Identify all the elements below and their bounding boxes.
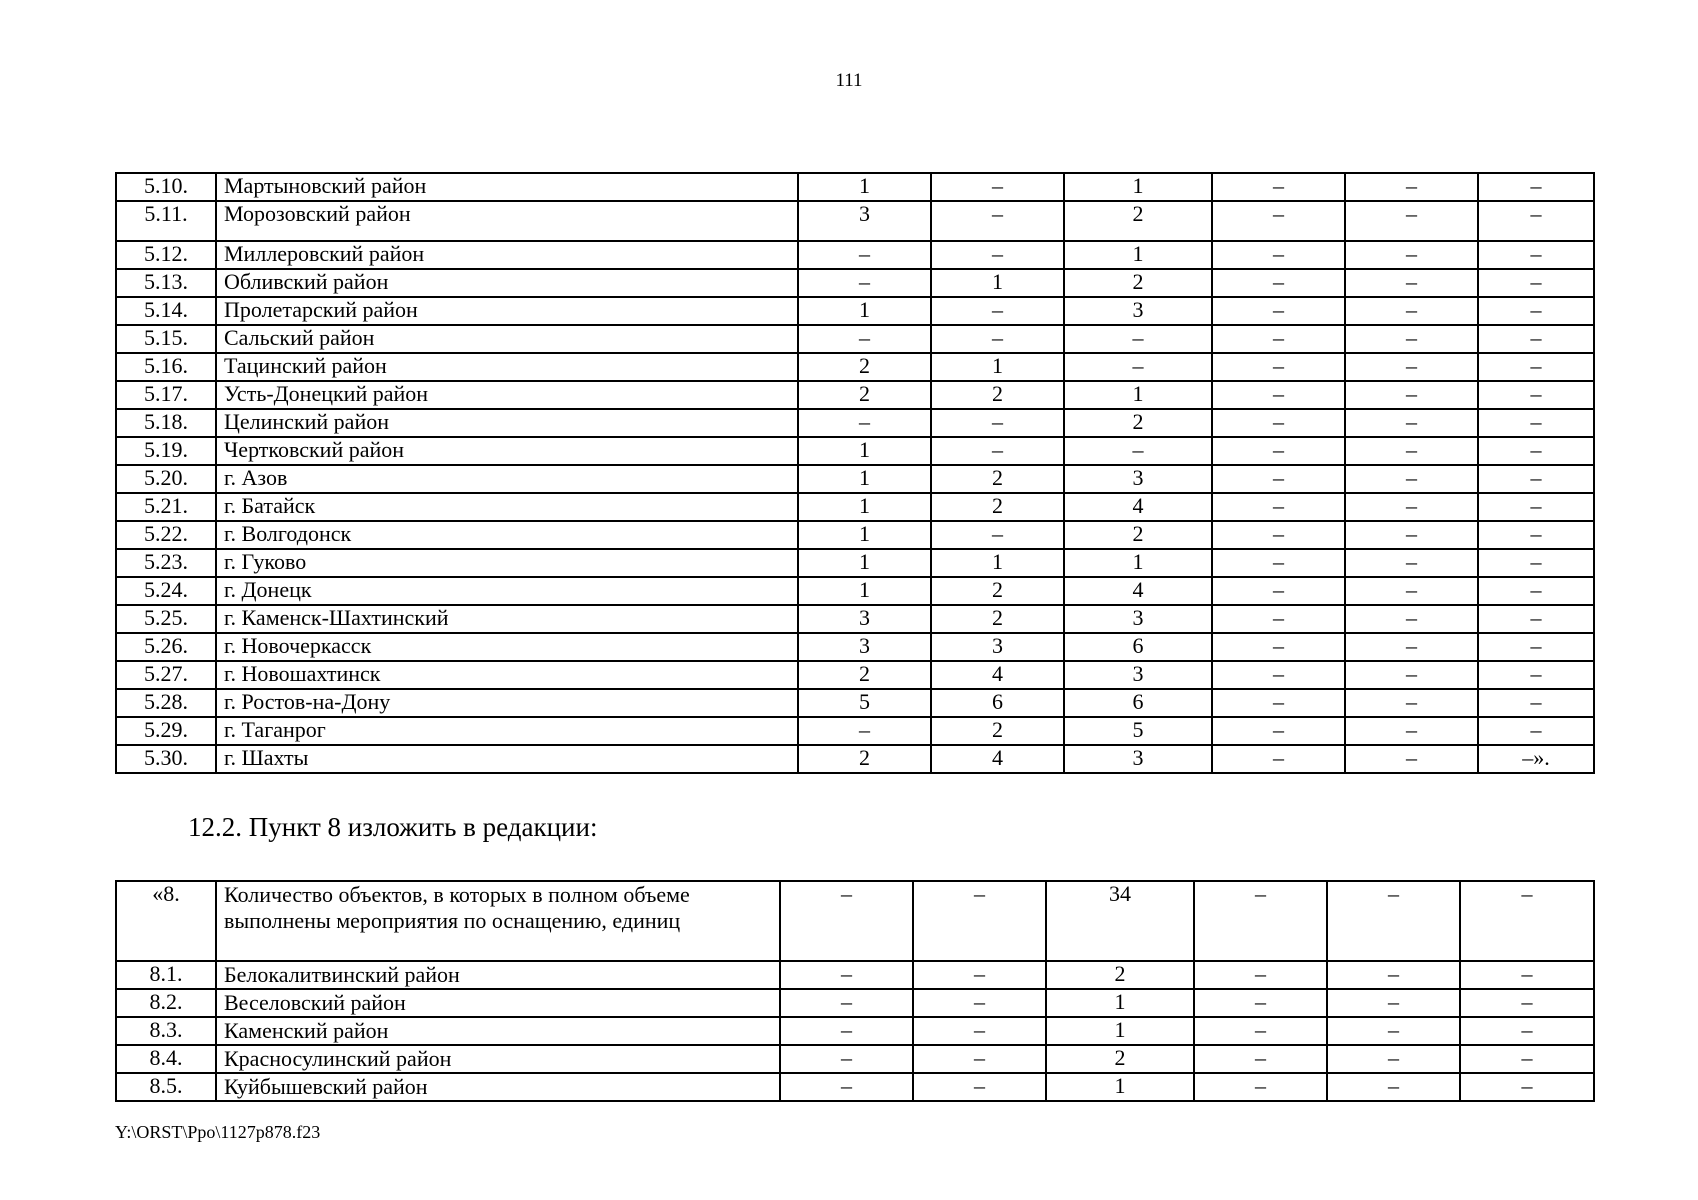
value-cell: – <box>1460 961 1594 989</box>
value-cell: – <box>913 1073 1046 1101</box>
row-number: 5.20. <box>116 465 216 493</box>
value-cell: 3 <box>798 201 931 241</box>
table-row <box>116 325 1594 353</box>
row-number: 5.17. <box>116 381 216 409</box>
value-cell: – <box>1345 437 1478 465</box>
value-cell: – <box>798 325 931 353</box>
row-name: г. Донецк <box>216 577 798 605</box>
value-cell: – <box>1194 989 1327 1017</box>
value-cell: 2 <box>931 717 1064 745</box>
row-name: Целинский район <box>216 409 798 437</box>
row-name: Количество объектов, в которых в полном объеме выполнены мероприятия по оснащению, единиц <box>216 881 780 961</box>
row-number: 5.16. <box>116 353 216 381</box>
value-cell: – <box>1212 297 1345 325</box>
value-cell: – <box>1478 353 1594 381</box>
value-cell: – <box>780 1073 913 1101</box>
value-cell: – <box>1194 1017 1327 1045</box>
row-number: 8.1. <box>116 961 216 989</box>
value-cell: 3 <box>798 605 931 633</box>
row-name: Куйбышевский район <box>216 1073 780 1101</box>
value-cell: – <box>1478 633 1594 661</box>
value-cell: 3 <box>1064 465 1212 493</box>
row-name: г. Новошахтинск <box>216 661 798 689</box>
table-row <box>116 549 1594 577</box>
value-cell: 3 <box>1064 661 1212 689</box>
table-row <box>116 241 1594 269</box>
row-name: г. Ростов-на-Дону <box>216 689 798 717</box>
value-cell: 4 <box>931 745 1064 773</box>
value-cell: – <box>1478 717 1594 745</box>
value-cell: – <box>1212 745 1345 773</box>
value-cell: – <box>1345 325 1478 353</box>
value-cell: 1 <box>1046 1017 1194 1045</box>
value-cell: – <box>1327 1045 1460 1073</box>
table-row <box>116 1017 1594 1045</box>
value-cell: – <box>1327 989 1460 1017</box>
value-cell: – <box>1212 549 1345 577</box>
value-cell: – <box>1194 1073 1327 1101</box>
value-cell: 2 <box>931 605 1064 633</box>
row-name: г. Каменск-Шахтинский <box>216 605 798 633</box>
value-cell: 1 <box>1064 549 1212 577</box>
value-cell: 2 <box>931 465 1064 493</box>
table-row <box>116 745 1594 773</box>
row-name: г. Азов <box>216 465 798 493</box>
value-cell: – <box>1460 1017 1594 1045</box>
table-row <box>116 297 1594 325</box>
value-cell: 1 <box>798 437 931 465</box>
row-name: Миллеровский район <box>216 241 798 269</box>
row-number: 5.21. <box>116 493 216 521</box>
row-name: г. Таганрог <box>216 717 798 745</box>
row-name: Сальский район <box>216 325 798 353</box>
table-row <box>116 269 1594 297</box>
value-cell: – <box>1212 353 1345 381</box>
row-number: 5.28. <box>116 689 216 717</box>
row-number: 8.2. <box>116 989 216 1017</box>
value-cell: – <box>1345 201 1478 241</box>
value-cell: – <box>798 717 931 745</box>
table-row <box>116 465 1594 493</box>
value-cell: – <box>1478 409 1594 437</box>
value-cell: – <box>780 881 913 961</box>
row-number: 5.26. <box>116 633 216 661</box>
value-cell: – <box>1345 173 1478 201</box>
value-cell: – <box>1345 409 1478 437</box>
value-cell: – <box>1194 961 1327 989</box>
value-cell: 1 <box>931 549 1064 577</box>
districts-table <box>115 172 1595 774</box>
row-number: 5.19. <box>116 437 216 465</box>
value-cell: – <box>1478 605 1594 633</box>
table-row <box>116 989 1594 1017</box>
row-name: г. Шахты <box>216 745 798 773</box>
value-cell: 2 <box>1064 201 1212 241</box>
value-cell: – <box>1194 881 1327 961</box>
value-cell: – <box>1212 633 1345 661</box>
value-cell: – <box>931 325 1064 353</box>
value-cell: 3 <box>931 633 1064 661</box>
value-cell: – <box>1478 381 1594 409</box>
value-cell: – <box>1064 353 1212 381</box>
value-cell: –». <box>1478 745 1594 773</box>
row-number: 5.25. <box>116 605 216 633</box>
row-number: 5.11. <box>116 201 216 241</box>
row-name: Каменский район <box>216 1017 780 1045</box>
value-cell: – <box>1478 465 1594 493</box>
objects-table <box>115 880 1595 1102</box>
value-cell: 2 <box>798 353 931 381</box>
value-cell: 6 <box>931 689 1064 717</box>
row-number: 5.12. <box>116 241 216 269</box>
value-cell: – <box>913 1045 1046 1073</box>
value-cell: – <box>1212 241 1345 269</box>
row-number: 5.27. <box>116 661 216 689</box>
value-cell: 2 <box>798 381 931 409</box>
value-cell: – <box>1345 577 1478 605</box>
row-number: 8.3. <box>116 1017 216 1045</box>
table-row <box>116 577 1594 605</box>
row-name: г. Волгодонск <box>216 521 798 549</box>
value-cell: – <box>1327 1017 1460 1045</box>
value-cell: – <box>1327 881 1460 961</box>
value-cell: – <box>1345 269 1478 297</box>
value-cell: – <box>1212 201 1345 241</box>
value-cell: 1 <box>798 465 931 493</box>
table-row <box>116 633 1594 661</box>
value-cell: 6 <box>1064 633 1212 661</box>
table-row <box>116 173 1594 201</box>
row-name: Веселовский район <box>216 989 780 1017</box>
row-name: Морозовский район <box>216 201 798 241</box>
value-cell: – <box>931 241 1064 269</box>
value-cell: – <box>1212 577 1345 605</box>
table-row <box>116 437 1594 465</box>
value-cell: 1 <box>1064 173 1212 201</box>
table-row <box>116 409 1594 437</box>
row-number: 5.24. <box>116 577 216 605</box>
value-cell: – <box>1478 493 1594 521</box>
value-cell: – <box>798 241 931 269</box>
value-cell: 1 <box>798 521 931 549</box>
table-row <box>116 201 1594 241</box>
table-row <box>116 881 1594 961</box>
value-cell: 2 <box>1064 521 1212 549</box>
value-cell: 2 <box>798 745 931 773</box>
value-cell: – <box>1460 1073 1594 1101</box>
value-cell: – <box>1478 269 1594 297</box>
row-name: Красносулинский район <box>216 1045 780 1073</box>
value-cell: – <box>913 881 1046 961</box>
value-cell: – <box>1478 325 1594 353</box>
value-cell: – <box>1345 549 1478 577</box>
value-cell: – <box>1212 661 1345 689</box>
row-number: 5.30. <box>116 745 216 773</box>
value-cell: – <box>931 201 1064 241</box>
row-number: 5.13. <box>116 269 216 297</box>
value-cell: 1 <box>798 297 931 325</box>
value-cell: – <box>1327 961 1460 989</box>
row-number: «8. <box>116 881 216 961</box>
value-cell: – <box>1460 1045 1594 1073</box>
value-cell: – <box>1345 605 1478 633</box>
value-cell: – <box>931 437 1064 465</box>
table-row <box>116 521 1594 549</box>
value-cell: 1 <box>931 269 1064 297</box>
value-cell: – <box>1212 465 1345 493</box>
table-row <box>116 1073 1594 1101</box>
row-name: г. Батайск <box>216 493 798 521</box>
value-cell: 34 <box>1046 881 1194 961</box>
value-cell: – <box>1478 241 1594 269</box>
row-number: 5.22. <box>116 521 216 549</box>
value-cell: 5 <box>1064 717 1212 745</box>
amendment-paragraph: 12.2. Пункт 8 изложить в редакции: <box>188 812 598 842</box>
value-cell: 2 <box>1046 1045 1194 1073</box>
value-cell: 1 <box>1064 241 1212 269</box>
value-cell: – <box>780 1017 913 1045</box>
value-cell: – <box>1478 689 1594 717</box>
value-cell: 1 <box>931 353 1064 381</box>
value-cell: 2 <box>931 577 1064 605</box>
value-cell: – <box>780 961 913 989</box>
value-cell: – <box>931 297 1064 325</box>
value-cell: – <box>1478 201 1594 241</box>
value-cell: 2 <box>798 661 931 689</box>
value-cell: – <box>1460 989 1594 1017</box>
table-row <box>116 717 1594 745</box>
value-cell: – <box>1327 1073 1460 1101</box>
value-cell: – <box>1212 717 1345 745</box>
row-number: 5.29. <box>116 717 216 745</box>
value-cell: – <box>1478 521 1594 549</box>
row-name: Тацинский район <box>216 353 798 381</box>
row-number: 5.14. <box>116 297 216 325</box>
value-cell: – <box>1345 465 1478 493</box>
value-cell: 2 <box>931 493 1064 521</box>
value-cell: – <box>1478 661 1594 689</box>
value-cell: – <box>1478 297 1594 325</box>
value-cell: 1 <box>798 549 931 577</box>
value-cell: 5 <box>798 689 931 717</box>
value-cell: 1 <box>1046 989 1194 1017</box>
table-row <box>116 689 1594 717</box>
value-cell: – <box>1212 605 1345 633</box>
value-cell: – <box>931 173 1064 201</box>
value-cell: 1 <box>798 493 931 521</box>
row-number: 8.5. <box>116 1073 216 1101</box>
value-cell: 4 <box>1064 493 1212 521</box>
value-cell: – <box>798 269 931 297</box>
value-cell: – <box>1345 241 1478 269</box>
value-cell: 2 <box>931 381 1064 409</box>
value-cell: – <box>1212 409 1345 437</box>
row-name: Пролетарский район <box>216 297 798 325</box>
value-cell: – <box>1345 661 1478 689</box>
value-cell: – <box>931 521 1064 549</box>
value-cell: – <box>1212 437 1345 465</box>
value-cell: 1 <box>1064 381 1212 409</box>
value-cell: – <box>1212 689 1345 717</box>
value-cell: 3 <box>1064 745 1212 773</box>
value-cell: – <box>1478 549 1594 577</box>
value-cell: – <box>1345 521 1478 549</box>
file-path-footer: Y:\ORST\Ppo\1127p878.f23 <box>115 1122 321 1142</box>
row-name: г. Новочеркасск <box>216 633 798 661</box>
table-row <box>116 661 1594 689</box>
value-cell: – <box>913 1017 1046 1045</box>
value-cell: – <box>1212 381 1345 409</box>
value-cell: – <box>1345 689 1478 717</box>
value-cell: – <box>1345 633 1478 661</box>
value-cell: – <box>1212 521 1345 549</box>
value-cell: – <box>1212 173 1345 201</box>
value-cell: – <box>913 961 1046 989</box>
value-cell: 2 <box>1064 269 1212 297</box>
table-row <box>116 353 1594 381</box>
value-cell: 4 <box>1064 577 1212 605</box>
page-number: 111 <box>835 70 863 91</box>
value-cell: – <box>1064 325 1212 353</box>
value-cell: – <box>1478 577 1594 605</box>
table-row <box>116 961 1594 989</box>
value-cell: – <box>913 989 1046 1017</box>
value-cell: 3 <box>798 633 931 661</box>
value-cell: – <box>1345 717 1478 745</box>
table-row <box>116 605 1594 633</box>
row-name: Усть-Донецкий район <box>216 381 798 409</box>
row-number: 5.23. <box>116 549 216 577</box>
value-cell: – <box>1345 381 1478 409</box>
value-cell: – <box>1478 173 1594 201</box>
value-cell: – <box>1478 437 1594 465</box>
value-cell: 1 <box>1046 1073 1194 1101</box>
row-number: 5.18. <box>116 409 216 437</box>
value-cell: 4 <box>931 661 1064 689</box>
row-name: Обливский район <box>216 269 798 297</box>
table-row <box>116 493 1594 521</box>
row-number: 5.10. <box>116 173 216 201</box>
value-cell: – <box>1345 745 1478 773</box>
row-name: Чертковский район <box>216 437 798 465</box>
value-cell: – <box>1345 297 1478 325</box>
value-cell: 3 <box>1064 605 1212 633</box>
row-name: Мартыновский район <box>216 173 798 201</box>
value-cell: 6 <box>1064 689 1212 717</box>
row-number: 8.4. <box>116 1045 216 1073</box>
value-cell: – <box>1212 325 1345 353</box>
value-cell: – <box>1345 493 1478 521</box>
value-cell: – <box>798 409 931 437</box>
row-name: Белокалитвинский район <box>216 961 780 989</box>
value-cell: – <box>1212 493 1345 521</box>
value-cell: 2 <box>1064 409 1212 437</box>
value-cell: – <box>1064 437 1212 465</box>
value-cell: 1 <box>798 577 931 605</box>
value-cell: – <box>780 1045 913 1073</box>
value-cell: 3 <box>1064 297 1212 325</box>
value-cell: 2 <box>1046 961 1194 989</box>
value-cell: – <box>1194 1045 1327 1073</box>
row-name: г. Гуково <box>216 549 798 577</box>
value-cell: – <box>1212 269 1345 297</box>
value-cell: – <box>780 989 913 1017</box>
value-cell: – <box>1460 881 1594 961</box>
row-number: 5.15. <box>116 325 216 353</box>
value-cell: – <box>931 409 1064 437</box>
value-cell: – <box>1345 353 1478 381</box>
value-cell: 1 <box>798 173 931 201</box>
table-row <box>116 1045 1594 1073</box>
table-row <box>116 381 1594 409</box>
